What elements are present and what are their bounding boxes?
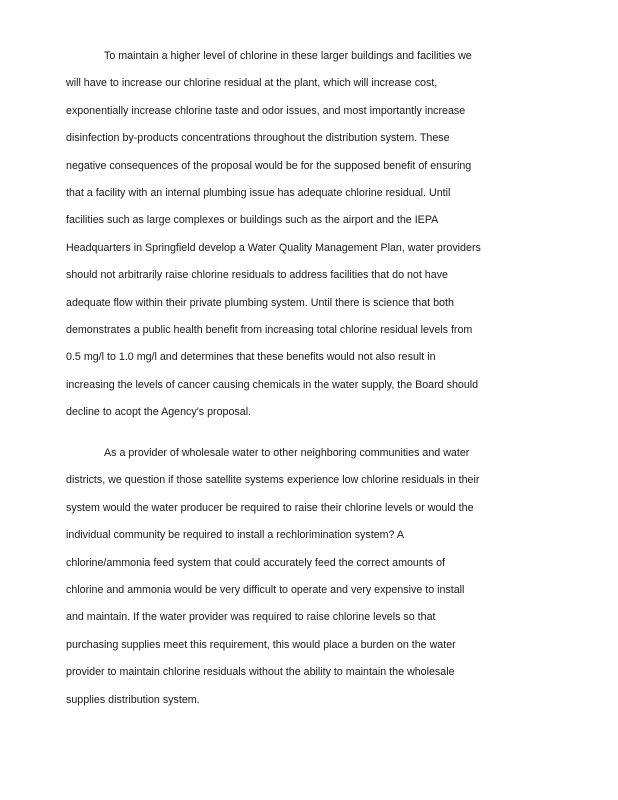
text-line: To maintain a higher level of chlorine in these larger buildings and facilities we bbox=[104, 50, 472, 62]
text-line: increasing the levels of cancer causing chemicals in the water supply, the Board should bbox=[66, 378, 479, 391]
text-line: 0.5 mg/l to 1.0 mg/l and determines that these benefits would not also result in bbox=[66, 351, 436, 364]
text-line: negative consequences of the proposal would be for the supposed benefit of ensuring bbox=[66, 159, 472, 172]
paragraph-chlorine-residual-concerns bbox=[66, 50, 546, 433]
text-line: should not arbitrarily raise chlorine residuals to address facilities that do not have bbox=[66, 269, 448, 282]
text-line: supplies distribution system. bbox=[66, 693, 200, 706]
text-line: exponentially increase chlorine taste and odor issues, and most importantly increase bbox=[66, 104, 466, 117]
text-line: system would the water producer be required to raise their chlorine levels or would the bbox=[66, 501, 474, 514]
text-line: districts, we question if those satellite systems experience low chlorine residuals in their bbox=[66, 474, 480, 487]
text-line: individual community be required to install a rechlorimination system? A bbox=[66, 529, 405, 542]
text-line: chlorine/ammonia feed system that could accurately feed the correct amounts of bbox=[66, 556, 446, 569]
text-line: that a facility with an internal plumbing issue has adequate chlorine residual. Until bbox=[66, 186, 451, 199]
text-line: and maintain. If the water provider was required to raise chlorine levels so that bbox=[66, 611, 436, 624]
text-line: provider to maintain chlorine residuals without the ability to maintain the wholesale bbox=[66, 666, 455, 679]
text-line: As a provider of wholesale water to other neighboring communities and water bbox=[104, 447, 470, 459]
paragraph-wholesale-provider-concerns bbox=[66, 447, 546, 721]
text-line: demonstrates a public health benefit from increasing total chlorine residual levels from bbox=[66, 323, 473, 336]
text-line: adequate flow within their private plumbing system. Until there is science that both bbox=[66, 296, 454, 309]
text-line: Headquarters in Springfield develop a Water Quality Management Plan, water providers bbox=[66, 241, 481, 254]
text-line: chlorine and ammonia would be very difficult to operate and very expensive to install bbox=[66, 583, 465, 596]
text-line: purchasing supplies meet this requirement, this would place a burden on the water bbox=[66, 638, 456, 651]
text-line: decline to acopt the Agency's proposal. bbox=[66, 406, 252, 419]
text-line: will have to increase our chlorine residual at the plant, which will increase cost, bbox=[66, 77, 438, 90]
text-line: facilities such as large complexes or buildings such as the airport and the IEPA bbox=[66, 214, 439, 227]
text-line: disinfection by-products concentrations throughout the distribution system. These bbox=[66, 132, 450, 145]
